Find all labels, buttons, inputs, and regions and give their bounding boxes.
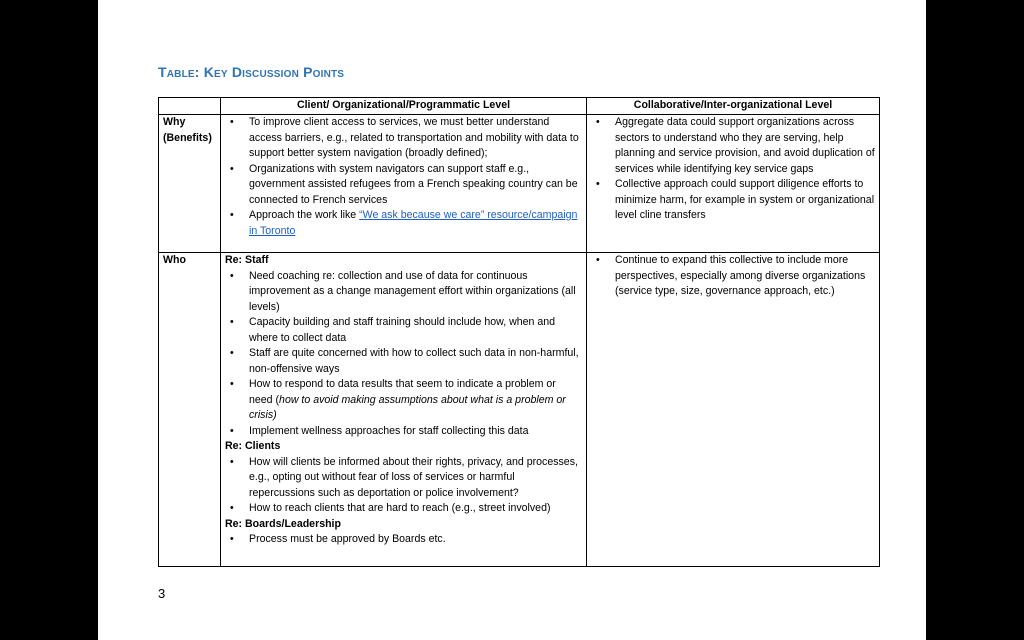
list-item <box>225 377 582 424</box>
boards-heading: Re: Boards/Leadership <box>225 517 341 530</box>
row-label-who: Who <box>159 253 221 567</box>
list-item: • Implement wellness approaches for staff collecting this data <box>225 424 582 440</box>
table-title: Table: Key Discussion Points <box>158 64 345 80</box>
list-item: • Capacity building and staff training should include how, when and where to collect data <box>225 315 582 346</box>
document-page <box>98 0 926 640</box>
table-header-row <box>159 98 880 115</box>
row-label-why-line2: (Benefits) <box>163 131 212 144</box>
table-row-who <box>159 253 880 567</box>
list-item: • Organizations with system navigators can support staff e.g., government assisted refugees from a French speaking country can be connected to French services <box>225 162 582 209</box>
why-collab-cell <box>587 115 880 253</box>
row-label-why-line1: Why <box>163 116 186 128</box>
header-collaborative-level: Collaborative/Inter-organizational Level <box>587 98 880 115</box>
page-number: 3 <box>158 586 166 601</box>
row-label-why <box>159 115 221 253</box>
list-item: • Collective approach could support diligence efforts to minimize harm, for example in system or organizational level cline transfers <box>591 177 875 224</box>
who-client-cell <box>221 253 587 567</box>
list-item: • Continue to expand this collective to include more perspectives, especially among diverse organizations (service type, size, governance approach, etc.) <box>591 253 875 300</box>
respond-italic-text: how to avoid making assumptions about what is a problem or crisis) <box>249 393 566 421</box>
list-item: • How to reach clients that are hard to reach (e.g., street involved) <box>225 501 582 517</box>
clients-heading: Re: Clients <box>225 440 281 452</box>
link-prefix: Approach the work like <box>249 209 360 221</box>
list-item: • To improve client access to services, we must better understand access barriers, e.g., related to transportation and mobility with data to support better system navigation (broadly defined); <box>225 115 582 162</box>
header-empty <box>159 98 221 115</box>
respond-text: How to respond to data results that seem to indicate a problem or need ( <box>249 378 556 406</box>
header-client-level: Client/ Organizational/Programmatic Level <box>221 98 587 115</box>
list-item: • How will clients be informed about their rights, privacy, and processes, e.g., opting out without fear of loss of services or harmful repercussions such as deportation or police involvement? <box>225 455 582 502</box>
who-collab-cell <box>587 253 880 567</box>
list-item: • Aggregate data could support organizations across sectors to understand who they are serving, help planning and service provision, and avoid duplication of services while identifying key service gaps <box>591 115 875 177</box>
we-ask-because-we-care-link[interactable]: “We ask because we care” resource/campaign in Toronto <box>249 209 578 237</box>
list-item: • Staff are quite concerned with how to collect such data in non-harmful, non-offensive ways <box>225 346 582 377</box>
table-row-why <box>159 115 880 253</box>
list-item: • Process must be approved by Boards etc. <box>225 532 582 548</box>
key-discussion-table <box>158 97 880 567</box>
list-item: • Need coaching re: collection and use of data for continuous improvement as a change management effort within organizations (all levels) <box>225 269 582 316</box>
list-item <box>225 208 582 239</box>
why-client-cell <box>221 115 587 253</box>
staff-heading: Re: Staff <box>225 254 269 266</box>
